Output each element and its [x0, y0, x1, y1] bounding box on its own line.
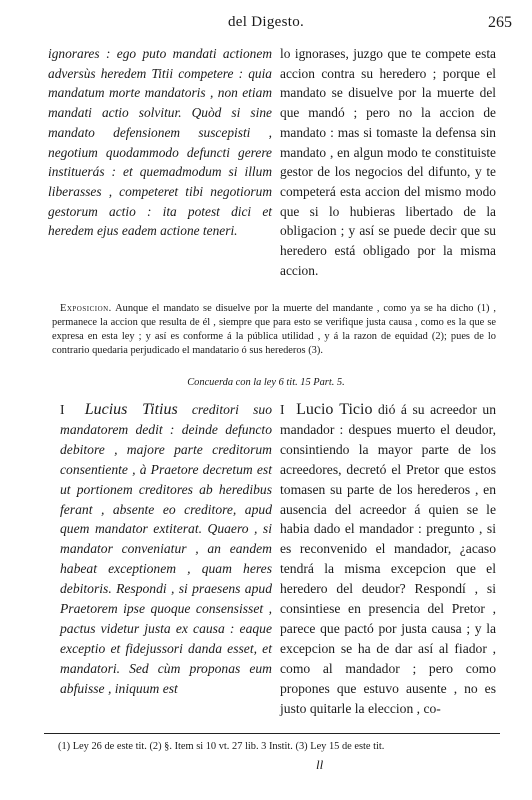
latin-section-1: [60, 400, 272, 699]
signature-mark: ll: [316, 757, 324, 772]
latin-lead-words: Lucius Titius: [84, 401, 178, 418]
running-title: del Digesto.: [227, 14, 305, 30]
section-number-spanish: I: [280, 402, 285, 417]
spanish-text-top: lo ignorases, juzgo que te compete esta accion contra su heredero ; porque el mandato se disuelve por la muerte del que mandó ; pero no la accion de mandato : mas si tomaste la defensa sin mandato , en algun modo te constituiste gestor de los negocios del difunto, y te competerá esta accion del mismo modo que si lo hubieras libertado de la obligacion ; y así se puede decir que su heredero está obligado por la misma accion.: [280, 46, 496, 278]
exposicion-text: Aunque el mandato se disuelve por la muerte del mandante , como ya se ha dicho (1) , permanece la accion que resulta de él , siempre que para esto se verifique justa causa , como es la que se expresa en esta ley ; y así es conforme á la pública utilidad , y á la razon de equidad (2); pues de lo contrario quedaria perjudicado el mandatario ó sus herederos (3).: [52, 303, 496, 356]
running-header: [0, 14, 532, 40]
concordance-note: Concuerda con la ley 6 tit. 15 Part. 5.: [187, 377, 345, 388]
section-number-latin: I: [60, 402, 65, 417]
spanish-lead-words: Lucio Ticio: [296, 401, 373, 418]
exposicion-label: Exposicion.: [60, 303, 112, 314]
spanish-section-1: [280, 400, 496, 719]
footnotes: (1) Ley 26 de este tit. (2) §. Item si 10 vt. 27 lib. 3 Instit. (3) Ley 15 de este tit.: [58, 741, 385, 752]
spanish-section-text: dió á su acreedor un mandador : despues muerto el deudor, consintiendo la mayor parte de los acreedores, decretó el Pretor que estos tomasen su parte de los herederos , en ausencia del acreedor á quien se le habia dado el mandador : pregunto , si es reconvenido el mandador, ¿acaso tendrá la misma excepcion que el heredero del deudor? Respondí , si consintiese en presencia del Pretor , parece que pactó por justa causa ; y la excepcion se ha de dar así al fiador , como al mandador ; pero como propones que estuvo ausente , no es justo quitarle la eleccion , co-: [280, 402, 497, 716]
latin-text-top: ignorares : ego puto mandati actionem adversùs heredem Titii competere : quia mandatum morte mandatoris , non etiam mandati actio solvitur. Quòd si sine mandato defensionem suscepisti , negotium quodammodo defuncti gerere instituerás : et quemadmodum si illum liberasses , competeret tibi negotiorum gestorum actio : ita potest dici et heredem ejus eadem actione teneri.: [48, 46, 272, 239]
page-number: 265: [488, 14, 512, 31]
exposicion-paragraph: [52, 302, 496, 358]
footnote-rule: [44, 733, 500, 734]
latin-section-text: creditori suo mandatorem dedit : deinde defuncto debitore , majore parte creditorum consentiente , à Praetore decretum est ut portionem creditores ab heredibus ferant , absente eo creditore, apud quem mandator extiterat. Quaero , si mandator conveniatur , an eandem habeat exceptionem , quam heres debitoris. Respondi , si praesens apud Praetorem ipse quoque consensisset , pactus videtur justa ex causa : eaque exceptio et fidejussori danda esset, et mandatori. Sed cùm proponas eum abfuisse , iniquum est: [60, 402, 273, 696]
